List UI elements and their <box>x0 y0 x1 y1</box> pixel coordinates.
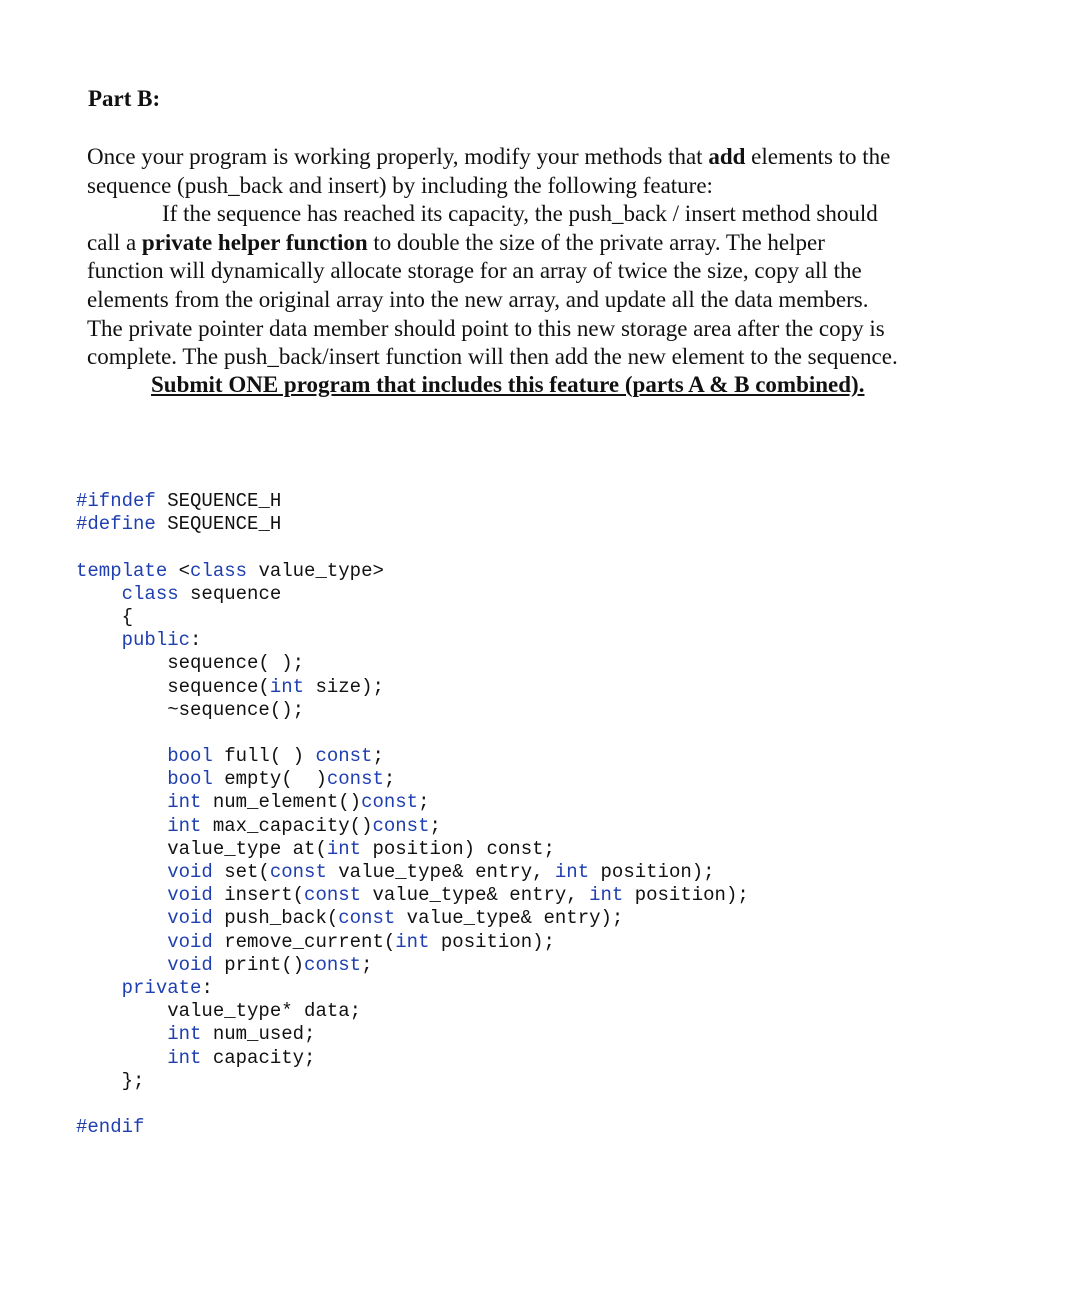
code-line: void insert(const value_type& entry, int position); <box>167 884 749 907</box>
code-line: void print()const; <box>167 953 373 976</box>
code-line: private: <box>121 976 213 999</box>
emphasis-private-helper: private helper function <box>141 229 368 255</box>
code-line-blank <box>76 722 749 745</box>
code-line: }; <box>76 1069 145 1092</box>
code-line: int num_used; <box>167 1023 316 1046</box>
code-line: #ifndef SEQUENCE_H <box>76 490 282 512</box>
paragraph-line: call a private helper function to double the size of the private array. The helper <box>87 229 825 255</box>
code-line: public: <box>121 629 202 652</box>
instructions-paragraph <box>87 143 987 372</box>
code-line: int max_capacity()const; <box>167 814 441 837</box>
code-line: void set(const value_type& entry, int position); <box>167 861 715 883</box>
paragraph-line: sequence (push_back and insert) by including the following feature: <box>87 172 713 198</box>
code-line: class sequence <box>121 582 282 605</box>
code-line: bool empty( )const; <box>167 768 396 791</box>
code-line: #define SEQUENCE_H <box>76 513 282 536</box>
code-line: { <box>76 605 134 628</box>
code-line-blank <box>76 536 749 559</box>
paragraph-line: elements from the original array into the new array, and update all the data members. <box>87 286 869 312</box>
code-listing <box>76 490 749 1139</box>
emphasis-add: add <box>708 144 746 169</box>
submit-instruction: Submit ONE program that includes this feature (parts A & B combined). <box>151 372 865 397</box>
paragraph-line: The private pointer data member should point to this new storage area after the copy is <box>87 315 885 341</box>
paragraph-line: Once your program is working properly, modify your methods that add elements to the <box>87 144 891 169</box>
code-line: void remove_current(int position); <box>167 930 555 953</box>
code-line: value_type* data; <box>76 1000 362 1023</box>
paragraph-line: function will dynamically allocate storage for an array of twice the size, copy all the <box>87 258 862 284</box>
code-line: ~sequence(); <box>76 698 305 721</box>
paragraph-line: If the sequence has reached its capacity, the push_back / insert method should <box>162 201 878 227</box>
code-line: int num_element()const; <box>167 791 430 814</box>
code-line: value_type at(int position) const; <box>76 837 555 860</box>
code-line: sequence( ); <box>76 652 305 675</box>
code-line: sequence(int size); <box>76 675 384 698</box>
section-heading: Part B: <box>88 86 161 111</box>
code-line-blank <box>76 1093 749 1116</box>
paragraph-line: complete. The push_back/insert function will then add the new element to the sequence. <box>87 344 898 370</box>
code-line: int capacity; <box>167 1046 316 1069</box>
code-line: template <class value_type> <box>76 559 384 582</box>
code-line: #endif <box>76 1116 145 1139</box>
code-line: bool full( ) const; <box>167 745 384 768</box>
code-line: void push_back(const value_type& entry); <box>167 907 624 930</box>
